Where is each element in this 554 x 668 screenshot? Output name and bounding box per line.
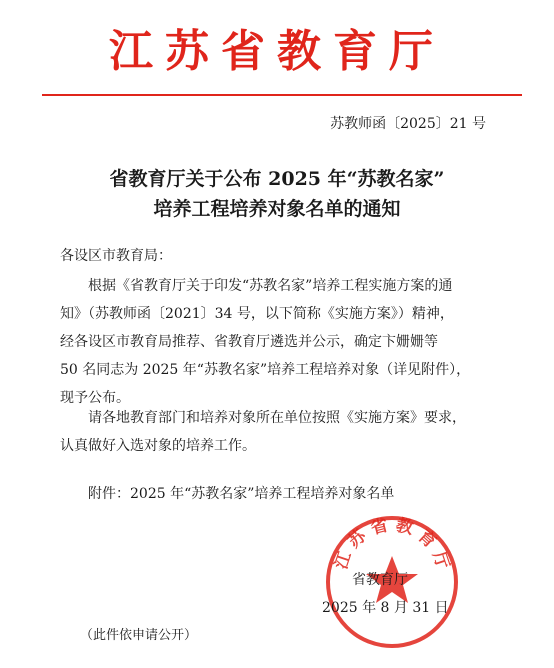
paragraph-line: 50 名同志为 2025 年“苏教名家”培养工程培养对象（详见附件）， bbox=[60, 362, 471, 378]
signing-date: 2025 年 8 月 31 日 bbox=[322, 600, 449, 616]
paragraph-line: 经各设区市教育局推荐、省教育厅遴选并公示，确定卞姗姗等 bbox=[60, 334, 438, 350]
title-line-1: 省教育厅关于公布 2025 年“苏教名家” bbox=[109, 168, 445, 190]
masthead-title: 江苏省教育厅 bbox=[109, 26, 445, 77]
salutation: 各设区市教育局： bbox=[60, 248, 172, 264]
paragraph-line: 认真做好入选对象的培养工作。 bbox=[60, 438, 256, 454]
paragraph-line: 根据《省教育厅关于印发“苏教名家”培养工程实施方案的通 bbox=[88, 278, 453, 294]
document-number: 苏教师函〔2025〕21 号 bbox=[330, 116, 486, 132]
body-paragraph-2 bbox=[60, 404, 490, 460]
disclosure-note: （此件依申请公开） bbox=[80, 628, 198, 643]
red-divider-line bbox=[42, 94, 522, 96]
paragraph-line: 请各地教育部门和培养对象所在单位按照《实施方案》要求， bbox=[88, 410, 466, 426]
paragraph-line: 知》（苏教师函〔2021〕34 号，以下简称《实施方案》）精神， bbox=[60, 306, 454, 322]
title-line-2: 培养工程培养对象名单的通知 bbox=[153, 198, 401, 220]
signing-organization: 省教育厅 bbox=[352, 572, 408, 588]
paragraph-line: 现予公布。 bbox=[60, 390, 130, 406]
svg-text:江 苏 省 教 育 厅: 江 苏 省 教 育 厅 bbox=[331, 515, 453, 572]
document-title bbox=[0, 164, 554, 224]
body-paragraph-1 bbox=[60, 272, 490, 412]
attachment-line: 附件：2025 年“苏教名家”培养工程培养对象名单 bbox=[88, 486, 395, 502]
